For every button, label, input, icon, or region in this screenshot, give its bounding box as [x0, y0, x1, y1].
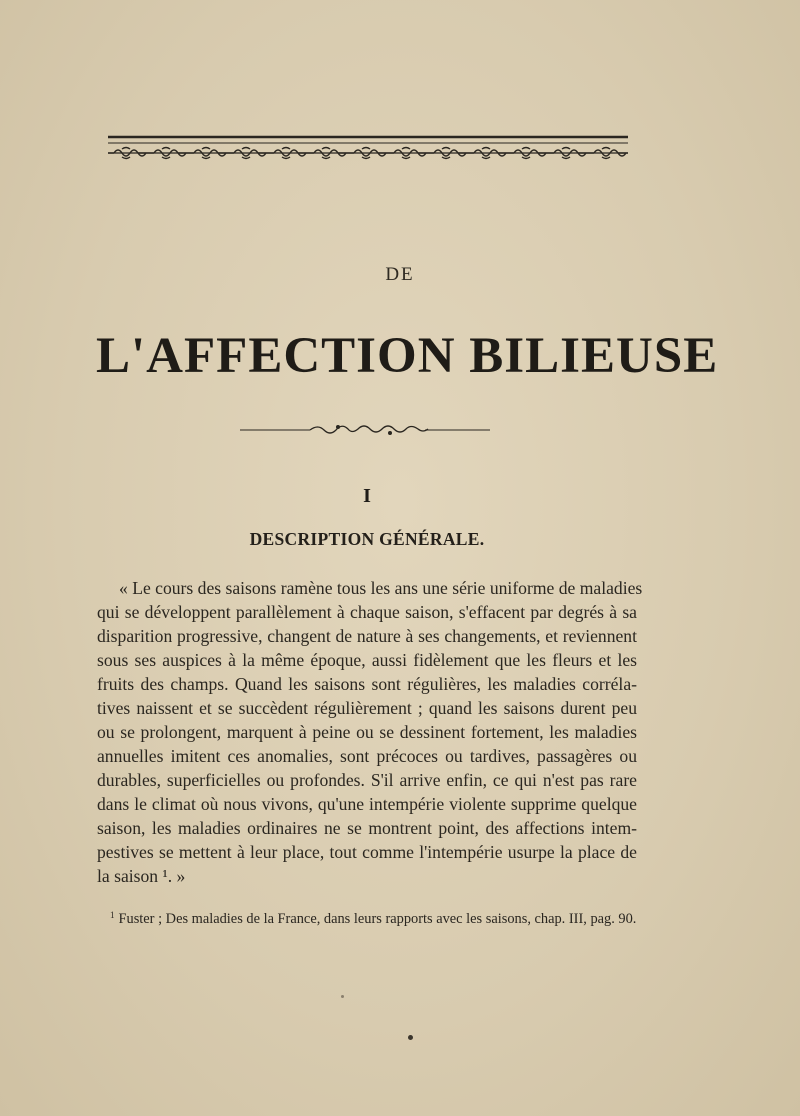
body-line: ou se prolongent, marquent à peine ou se dessinent fortement, les maladies: [97, 722, 637, 742]
body-line: fruits des champs. Quand les saisons sont régulières, les maladies corréla-: [97, 674, 637, 694]
body-line: « Le cours des saisons ramène tous les ans une série uniforme de maladies: [119, 578, 643, 598]
body-line: pestives se mettent à leur place, tout comme l'intempérie usurpe la place de: [97, 842, 637, 862]
footnote-marker: 1: [110, 910, 115, 920]
divider-ornament: [240, 420, 490, 440]
body-line: sous ses auspices à la même époque, aussi fidèlement que les fleurs et les: [97, 650, 637, 670]
body-paragraph: [97, 576, 643, 888]
body-line: disparition progressive, changent de nature à ses changements, et reviennent: [97, 626, 637, 646]
footnote: [110, 910, 670, 928]
body-line: qui se développent parallèlement à chaque saison, s'effacent par degrés à sa: [97, 602, 637, 622]
body-line: durables, superficielles ou profondes. S'il arrive enfin, ce qui n'est pas rare: [97, 770, 637, 790]
body-line: saison, les maladies ordinaires ne se montrent point, des affections intem-: [97, 818, 637, 838]
footnote-text: Fuster ; Des maladies de la France, dans leurs rapports avec les saisons, chap. III, pag. 90.: [118, 911, 637, 927]
section-title: DESCRIPTION GÉNÉRALE.: [249, 529, 485, 549]
paper-speck: [341, 995, 344, 998]
body-line: annuelles imitent ces anomalies, sont précoces ou tardives, passagères ou: [97, 746, 637, 766]
top-ornament: [108, 134, 628, 170]
paper-speck: [408, 1035, 413, 1040]
body-line: dans le climat où nous vivons, qu'une intempérie violente supprime quelque: [97, 794, 637, 814]
pre-title: DE: [385, 264, 415, 285]
body-line: la saison ¹. »: [97, 866, 186, 886]
section-number: I: [363, 485, 371, 507]
body-line: tives naissent et se succèdent régulièrement ; quand les saisons durent peu: [97, 698, 637, 718]
main-title: L'AFFECTION BILIEUSE: [96, 328, 719, 384]
